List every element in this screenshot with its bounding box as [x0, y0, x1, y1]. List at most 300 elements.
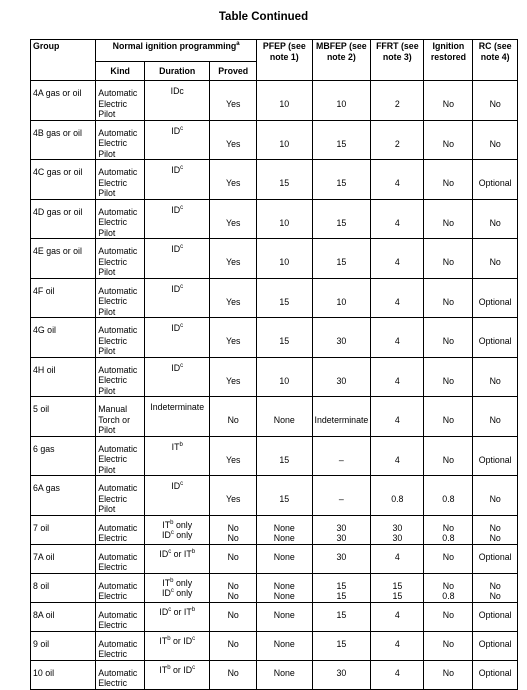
header-kind: Kind — [96, 62, 145, 81]
pfep-value: 10 — [279, 138, 290, 149]
cell-kind — [96, 544, 145, 573]
pfep-value: None — [273, 551, 295, 562]
mbfep-value: 15 — [336, 217, 347, 228]
cell-duration — [145, 573, 210, 602]
table-row — [31, 357, 518, 397]
cell-mbfep — [312, 631, 371, 660]
ffrt-value: 2 — [394, 138, 400, 149]
footnote-marker: b — [167, 635, 171, 642]
cell-kind — [96, 515, 145, 544]
duration-line — [147, 363, 207, 374]
cell-rc — [473, 160, 518, 200]
kind-line: Electric — [98, 217, 128, 227]
rc-value: No — [489, 415, 501, 425]
duration-text: only — [173, 577, 193, 588]
cell-pfep — [257, 573, 312, 602]
cell-ffrt — [371, 397, 424, 437]
rc-value: No — [489, 494, 501, 504]
footnote-marker: c — [180, 204, 184, 211]
proved-value: Yes — [226, 375, 241, 386]
kind-line: Electric — [98, 591, 128, 601]
duration-line — [147, 165, 207, 176]
kind-line: Electric — [98, 620, 128, 630]
pfep-value: None — [273, 580, 295, 591]
mbfep-value: 15 — [336, 580, 347, 591]
kind-line: Pilot — [98, 109, 116, 119]
cell-mbfep — [312, 436, 371, 476]
cell-group — [31, 278, 96, 318]
cell-ffrt — [371, 81, 424, 121]
rc-value: Optional — [478, 667, 512, 678]
kind-line: Automatic — [98, 246, 138, 256]
ffrt-value: 4 — [394, 375, 400, 386]
pfep-value: None — [273, 591, 295, 601]
cell-mbfep — [312, 602, 371, 631]
group-label: 7 oil — [33, 522, 50, 533]
cell-ignition — [424, 397, 473, 437]
cell-pfep — [257, 631, 312, 660]
table-row — [31, 544, 518, 573]
cell-ffrt — [371, 631, 424, 660]
kind-line: Automatic — [98, 285, 138, 296]
cell-proved — [210, 199, 257, 239]
cell-kind — [96, 397, 145, 437]
pfep-value: 10 — [279, 99, 290, 109]
cell-kind — [96, 199, 145, 239]
footnote-marker: b — [170, 519, 174, 526]
cell-ffrt — [371, 318, 424, 358]
duration-text: IT — [171, 441, 180, 452]
footnote-marker: c — [180, 283, 184, 290]
proved-value: Yes — [226, 178, 241, 188]
mbfep-value: – — [338, 454, 344, 465]
duration-text: or ID — [170, 635, 193, 646]
cell-duration — [145, 436, 210, 476]
cell-pfep — [257, 544, 312, 573]
proved-value: No — [227, 667, 239, 678]
cell-proved — [210, 160, 257, 200]
cell-proved — [210, 357, 257, 397]
cell-duration — [145, 199, 210, 239]
proved-value: Yes — [226, 217, 241, 228]
pfep-value: 10 — [279, 257, 290, 267]
kind-line: Electric — [98, 533, 128, 543]
rc-value: Optional — [478, 609, 512, 620]
cell-duration — [145, 476, 210, 516]
table-row — [31, 81, 518, 121]
cell-duration — [145, 544, 210, 573]
cell-kind — [96, 573, 145, 602]
cell-rc — [473, 120, 518, 160]
table-row — [31, 239, 518, 279]
cell-mbfep — [312, 515, 371, 544]
header-mbfep: MBFEP (see note 2) — [312, 40, 371, 81]
cell-mbfep — [312, 160, 371, 200]
cell-mbfep — [312, 573, 371, 602]
cell-group — [31, 436, 96, 476]
duration-text: IT — [162, 577, 171, 588]
rc-value: No — [489, 580, 501, 591]
cell-kind — [96, 476, 145, 516]
cell-ignition — [424, 573, 473, 602]
cell-group — [31, 120, 96, 160]
duration-line — [147, 520, 207, 531]
cell-kind — [96, 160, 145, 200]
mbfep-value: 15 — [336, 257, 347, 267]
cell-pfep — [257, 318, 312, 358]
ignition-value: No — [442, 138, 455, 149]
ignition-value: No — [442, 257, 455, 267]
cell-mbfep — [312, 544, 371, 573]
header-group: Group — [31, 40, 96, 81]
footnote-marker: a — [236, 41, 240, 48]
cell-rc — [473, 515, 518, 544]
kind-line: Pilot — [98, 188, 116, 198]
rc-value: No — [489, 138, 501, 149]
cell-mbfep — [312, 660, 371, 689]
kind-line: Automatic — [98, 638, 138, 649]
cell-group — [31, 515, 96, 544]
duration-line — [147, 607, 207, 618]
kind-line: Pilot — [98, 425, 116, 435]
mbfep-value: 30 — [336, 667, 347, 678]
cell-group — [31, 160, 96, 200]
cell-ignition — [424, 81, 473, 121]
kind-line: Electric — [98, 177, 128, 188]
cell-rc — [473, 573, 518, 602]
duration-line — [147, 530, 207, 541]
cell-duration — [145, 239, 210, 279]
proved-value: No — [227, 533, 239, 543]
ffrt-value: 4 — [394, 454, 400, 465]
cell-ignition — [424, 120, 473, 160]
cell-proved — [210, 436, 257, 476]
cell-mbfep — [312, 120, 371, 160]
duration-line — [147, 244, 207, 255]
rc-value: No — [489, 522, 501, 533]
cell-mbfep — [312, 357, 371, 397]
cell-mbfep — [312, 199, 371, 239]
cell-proved — [210, 397, 257, 437]
cell-ffrt — [371, 120, 424, 160]
mbfep-value: 30 — [336, 375, 347, 386]
ignition-value: No — [442, 522, 455, 533]
duration-text: ID — [171, 481, 181, 491]
cell-kind — [96, 318, 145, 358]
kind-line: Electric — [98, 138, 128, 148]
rc-value: No — [489, 217, 501, 228]
cell-ignition — [424, 476, 473, 516]
table-row — [31, 515, 518, 544]
ffrt-value: 4 — [394, 178, 400, 188]
duration-text: IT — [159, 635, 168, 646]
ignition-value: No — [442, 551, 455, 562]
cell-mbfep — [312, 476, 371, 516]
duration-text: only — [173, 530, 193, 540]
duration-line — [147, 402, 207, 413]
rc-value: Optional — [478, 296, 512, 307]
group-label: 4C gas or oil — [33, 167, 83, 177]
table-row — [31, 199, 518, 239]
proved-value: Yes — [226, 494, 241, 504]
cell-pfep — [257, 239, 312, 279]
cell-kind — [96, 120, 145, 160]
cell-pfep — [257, 515, 312, 544]
kind-line: Pilot — [98, 306, 116, 317]
header-normal-ignition-text: Normal ignition programming — [112, 41, 237, 51]
mbfep-value: 30 — [336, 551, 347, 562]
mbfep-value: 30 — [336, 533, 347, 543]
duration-line — [147, 284, 207, 295]
cell-ffrt — [371, 515, 424, 544]
duration-text: IT — [162, 519, 171, 530]
ignition-value: No — [442, 336, 455, 346]
cell-pfep — [257, 476, 312, 516]
proved-value: No — [227, 591, 239, 601]
ffrt-value: 4 — [394, 296, 400, 307]
kind-line: Automatic — [98, 88, 138, 98]
cell-duration — [145, 397, 210, 437]
kind-line: Automatic — [98, 609, 138, 620]
duration-text: ID — [171, 165, 181, 175]
cell-proved — [210, 631, 257, 660]
cell-ffrt — [371, 602, 424, 631]
cell-group — [31, 239, 96, 279]
ffrt-value: 30 — [392, 522, 403, 533]
group-label: 9 oil — [33, 638, 50, 649]
cell-duration — [145, 515, 210, 544]
rc-value: No — [489, 591, 501, 601]
cell-ffrt — [371, 476, 424, 516]
table-row — [31, 160, 518, 200]
cell-proved — [210, 544, 257, 573]
cell-ffrt — [371, 436, 424, 476]
footnote-marker: c — [192, 635, 196, 642]
pfep-value: 15 — [279, 178, 290, 188]
ffrt-value: 4 — [394, 551, 400, 562]
table-row — [31, 660, 518, 689]
pfep-value: None — [273, 667, 295, 678]
duration-text: IT — [159, 664, 168, 675]
ffrt-value: 4 — [394, 415, 400, 425]
cell-duration — [145, 81, 210, 121]
kind-line: Automatic — [98, 580, 138, 591]
table-row — [31, 397, 518, 437]
footnote-marker: b — [191, 548, 196, 555]
ignition-value: No — [442, 667, 455, 678]
duration-text: or ID — [170, 664, 193, 675]
cell-kind — [96, 239, 145, 279]
header-normal-ignition — [96, 40, 257, 62]
ignition-value: 0.8 — [442, 533, 455, 543]
duration-text: only — [173, 588, 193, 598]
rc-value: Optional — [478, 551, 512, 562]
duration-line — [147, 636, 207, 647]
cell-ignition — [424, 631, 473, 660]
cell-ignition — [424, 602, 473, 631]
cell-group — [31, 357, 96, 397]
proved-value: No — [227, 580, 239, 591]
proved-value: No — [227, 551, 239, 562]
pfep-value: None — [273, 533, 295, 543]
cell-mbfep — [312, 81, 371, 121]
table-row — [31, 476, 518, 516]
ignition-value: No — [442, 609, 455, 620]
ffrt-value: 4 — [394, 667, 400, 678]
cell-ignition — [424, 436, 473, 476]
duration-line — [147, 323, 207, 334]
cell-ffrt — [371, 278, 424, 318]
kind-line: Electric — [98, 335, 128, 346]
duration-line — [147, 481, 207, 492]
cell-proved — [210, 602, 257, 631]
cell-ignition — [424, 660, 473, 689]
pfep-value: None — [273, 522, 295, 533]
proved-value: Yes — [226, 257, 241, 267]
rc-value: No — [489, 257, 501, 267]
proved-value: No — [227, 609, 239, 620]
pfep-value: None — [273, 638, 295, 649]
cell-pfep — [257, 357, 312, 397]
duration-text: ID — [162, 588, 171, 598]
rc-value: No — [489, 99, 501, 109]
kind-line: Automatic — [98, 206, 138, 217]
duration-text: or IT — [171, 606, 192, 617]
group-label: 4G oil — [33, 325, 56, 335]
kind-line: Automatic — [98, 127, 138, 138]
cell-rc — [473, 357, 518, 397]
duration-line — [147, 549, 207, 560]
cell-group — [31, 81, 96, 121]
kind-line: Automatic — [98, 522, 138, 533]
mbfep-value: 15 — [336, 638, 347, 649]
group-label: 8 oil — [33, 580, 50, 591]
footnote-marker: c — [168, 548, 172, 555]
ffrt-value: 15 — [392, 580, 403, 591]
cell-duration — [145, 318, 210, 358]
ignition-value: No — [442, 296, 455, 307]
duration-text: ID — [171, 204, 181, 215]
duration-text: IDc — [170, 86, 184, 96]
cell-proved — [210, 515, 257, 544]
cell-mbfep — [312, 397, 371, 437]
kind-line: Electric — [98, 562, 128, 572]
rc-value: Optional — [478, 454, 512, 465]
cell-group — [31, 199, 96, 239]
cell-mbfep — [312, 239, 371, 279]
cell-rc — [473, 660, 518, 689]
group-label: 4E gas or oil — [33, 246, 82, 256]
table-title: Table Continued — [218, 11, 309, 23]
kind-line: Automatic — [98, 325, 138, 335]
ignition-value: No — [442, 217, 455, 228]
pfep-value: 15 — [279, 494, 290, 504]
proved-value: No — [227, 415, 239, 425]
proved-value: Yes — [226, 336, 241, 346]
kind-line: Pilot — [98, 227, 116, 238]
pfep-value: None — [273, 609, 295, 620]
group-label: 4H oil — [33, 364, 56, 375]
ffrt-value: 4 — [394, 217, 400, 228]
mbfep-value: Indeterminate — [314, 415, 369, 425]
cell-rc — [473, 602, 518, 631]
ignition-value: No — [442, 178, 455, 188]
kind-line: Electric — [98, 493, 128, 504]
duration-line — [147, 578, 207, 589]
cell-ignition — [424, 239, 473, 279]
cell-pfep — [257, 120, 312, 160]
duration-text: Indeterminate — [150, 402, 205, 412]
duration-line — [147, 205, 207, 216]
duration-line — [147, 588, 207, 599]
footnote-marker: b — [179, 441, 183, 448]
kind-line: Automatic — [98, 364, 138, 375]
mbfep-value: 15 — [336, 138, 347, 149]
duration-line — [147, 86, 207, 97]
ffrt-value: 4 — [394, 257, 400, 267]
cell-proved — [210, 318, 257, 358]
cell-rc — [473, 436, 518, 476]
mbfep-value: – — [338, 494, 344, 504]
kind-line: Pilot — [98, 267, 116, 277]
footnote-marker: c — [180, 362, 184, 369]
kind-line: Electric — [98, 256, 128, 267]
footnote-marker: c — [180, 323, 184, 330]
cell-proved — [210, 278, 257, 318]
kind-line: Automatic — [98, 167, 138, 177]
cell-kind — [96, 81, 145, 121]
cell-ffrt — [371, 357, 424, 397]
table-row — [31, 436, 518, 476]
kind-line: Electric — [98, 98, 128, 109]
cell-rc — [473, 278, 518, 318]
cell-group — [31, 397, 96, 437]
ignition-value: No — [442, 415, 455, 425]
cell-mbfep — [312, 278, 371, 318]
cell-pfep — [257, 660, 312, 689]
duration-text: ID — [162, 530, 171, 540]
table-row — [31, 631, 518, 660]
duration-text: ID — [159, 606, 169, 617]
pfep-value: 10 — [279, 217, 290, 228]
ffrt-value: 2 — [394, 99, 400, 109]
group-label: 4B gas or oil — [33, 127, 82, 138]
kind-line: Automatic — [98, 667, 138, 678]
kind-line: Automatic — [98, 551, 138, 562]
rc-value: No — [489, 375, 501, 386]
cell-kind — [96, 602, 145, 631]
ignition-value: No — [442, 375, 455, 386]
cell-kind — [96, 631, 145, 660]
footnote-marker: c — [170, 530, 174, 537]
pfep-value: None — [273, 415, 295, 425]
group-label: 4F oil — [33, 285, 55, 296]
table-row — [31, 602, 518, 631]
cell-group — [31, 544, 96, 573]
cell-rc — [473, 397, 518, 437]
cell-group — [31, 602, 96, 631]
duration-line — [147, 665, 207, 676]
cell-group — [31, 476, 96, 516]
duration-line — [147, 126, 207, 137]
cell-kind — [96, 278, 145, 318]
cell-pfep — [257, 160, 312, 200]
header-rc: RC (see note 4) — [473, 40, 518, 81]
cell-ignition — [424, 357, 473, 397]
mbfep-value: 15 — [336, 178, 347, 188]
rc-value: Optional — [478, 336, 512, 346]
group-label: 5 oil — [33, 404, 50, 414]
